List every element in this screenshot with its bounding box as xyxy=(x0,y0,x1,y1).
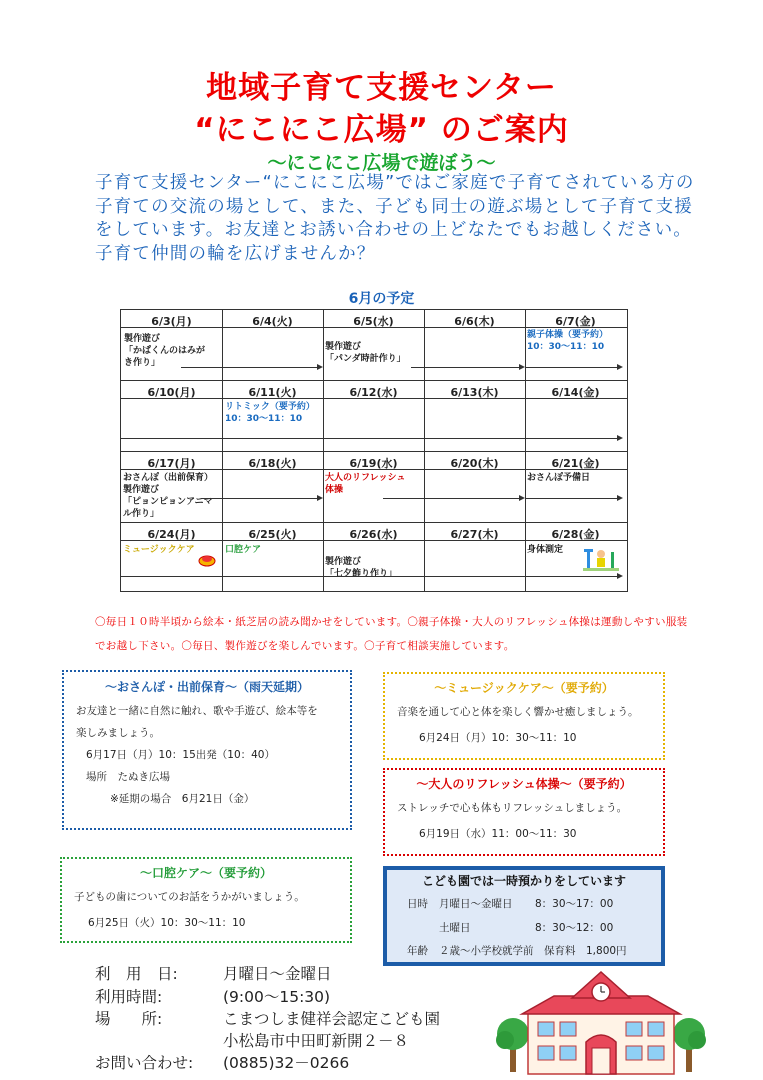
oral-box-text: 子どもの歯についてのお話をうかがいましょう。 xyxy=(74,891,305,903)
care-saturday: 土曜日 xyxy=(439,922,471,934)
oral-box-date: 6月25日（火）10：30～11：10 xyxy=(88,917,246,929)
event-oral-care: 口腔ケア xyxy=(225,545,262,555)
day-header: 6/7(金) xyxy=(555,315,596,328)
hours-label: 利用時間: xyxy=(95,988,163,1006)
day-header: 6/17(月) xyxy=(147,457,196,470)
care-age-fee: ２歳～小学校就学前 保育料 1,800円 xyxy=(439,945,627,957)
duration-arrow xyxy=(121,438,621,439)
music-box-title: ～ミュージックケア～（要予約） xyxy=(434,681,614,695)
notes-text: 〇毎日１０時半頃から絵本・紙芝居の読み聞かせをしています。〇親子体操・大人のリフレッシュ体操は運動しやすい服装でお越し下さい。〇毎日、製作遊びを楽しんでいます。〇子育て相談実施しています。 xyxy=(95,616,688,652)
music-care-icon xyxy=(197,553,217,567)
day-header: 6/11(火) xyxy=(248,386,297,399)
day-header: 6/25(火) xyxy=(248,528,297,541)
day-header: 6/26(水) xyxy=(349,528,398,541)
page-title-line2: “にこにこ広場” のご案内 xyxy=(194,112,569,148)
day-header: 6/13(木) xyxy=(450,386,499,399)
event-walk-crafting: おさんぽ（出前保育） 製作遊び 「ピョンピョンアニマ ル作り」 xyxy=(123,473,214,519)
duration-arrow xyxy=(181,367,321,368)
care-title: こども園では一時預かりをしています xyxy=(421,874,626,888)
event-body-measure: 身体測定 xyxy=(527,545,564,555)
event-crafting: 製作遊び 「七夕飾り作り」 xyxy=(325,557,398,579)
walk-box-title: ～おさんぽ・出前保育～（雨天延期） xyxy=(104,680,309,694)
music-box-date: 6月24日（月）10：30～11：10 xyxy=(419,732,577,744)
music-box-text: 音楽を通して心と体を楽しく響かせ癒しましょう。 xyxy=(397,706,639,718)
days-label: 利 用 日: xyxy=(95,965,178,983)
walk-box-postpone: ※延期の場合 6月21日（金） xyxy=(110,793,255,805)
day-header: 6/24(月) xyxy=(147,528,196,541)
refresh-box-title: ～大人のリフレッシュ体操～（要予約） xyxy=(416,777,632,791)
adult-refresh-box xyxy=(383,768,665,856)
care-saturday-time: 8：30～12：00 xyxy=(535,922,614,934)
day-header: 6/4(火) xyxy=(252,315,293,328)
walk-box-text: 楽しみましょう。 xyxy=(76,727,160,739)
hours-value: (9:00～15:30) xyxy=(223,988,331,1006)
address-value: 小松島市中田町新開２－８ xyxy=(223,1032,410,1050)
event-crafting: 製作遊び 「パンダ時計作り」 xyxy=(325,342,406,364)
day-header: 6/19(水) xyxy=(349,457,398,470)
body-measure-icon xyxy=(583,546,619,572)
place-label: 場 所: xyxy=(95,1010,163,1028)
oral-box-title: ～口腔ケア～（要予約） xyxy=(139,866,272,880)
walk-box-place: 場所 たぬき広場 xyxy=(86,771,170,783)
care-age-label: 年齢 xyxy=(407,945,428,957)
contact-label: お問い合わせ: xyxy=(95,1054,194,1072)
day-header: 6/14(金) xyxy=(551,386,600,399)
event-crafting: 製作遊び 「かぱくんのはみが き作り」 xyxy=(124,334,206,368)
care-time-label: 日時 xyxy=(407,898,428,910)
walk-box-text: お友達と一緒に自然に触れ、歌や手遊び、絵本等を xyxy=(76,705,318,717)
music-care-box xyxy=(383,672,665,760)
oral-care-box xyxy=(60,857,352,943)
day-header: 6/5(水) xyxy=(353,315,394,328)
day-header: 6/10(月) xyxy=(147,386,196,399)
page-title-line1: 地域子育て支援センター xyxy=(206,70,557,106)
day-header: 6/27(木) xyxy=(450,528,499,541)
temporary-care-box xyxy=(383,866,665,966)
event-adult-refresh: 大人のリフレッシュ 体操 xyxy=(325,473,406,495)
day-header: 6/21(金) xyxy=(551,457,600,470)
day-header: 6/6(木) xyxy=(454,315,495,328)
contact-value: (0885)32－0266 xyxy=(223,1054,350,1072)
duration-arrow xyxy=(411,367,523,368)
intro-text: 子育て支援センター“にこにこ広場”ではご家庭で子育てされている方の子育ての交流の場として、また、子ども同士の遊ぶ場として子育て支援をしています。お友達とお誘い合わせの上どなたでもお越しください。子育て仲間の輪を広げませんか？ xyxy=(95,173,695,264)
schedule-calendar xyxy=(120,309,628,592)
event-rhythmic: リトミック（要予約） 10：30～11：10 xyxy=(225,402,315,424)
duration-arrow xyxy=(525,498,621,499)
care-weekday-time: 8：30～17：00 xyxy=(535,898,614,910)
refresh-box-text: ストレッチで心も体もリフレッシュしましょう。 xyxy=(397,802,628,814)
day-header: 6/28(金) xyxy=(551,528,600,541)
duration-arrow xyxy=(383,498,523,499)
duration-arrow xyxy=(121,576,621,577)
school-building-illustration xyxy=(492,968,710,1076)
day-header: 6/12(水) xyxy=(349,386,398,399)
event-music-care: ミュージックケア xyxy=(123,545,195,555)
walk-outreach-box xyxy=(62,670,352,830)
duration-arrow xyxy=(525,367,621,368)
duration-arrow xyxy=(201,498,321,499)
place-value: こまつしま健祥会認定こども園 xyxy=(223,1010,441,1028)
event-walk-reserve: おさんぽ予備日 xyxy=(527,473,591,483)
page-subtitle: ～にこにこ広場で遊ぼう～ xyxy=(267,152,496,174)
event-parent-exercise: 親子体操（要予約） 10：30～11：10 xyxy=(527,330,609,352)
schedule-title: 6月の予定 xyxy=(348,291,415,307)
day-header: 6/20(木) xyxy=(450,457,499,470)
day-header: 6/3(月) xyxy=(151,315,192,328)
refresh-box-date: 6月19日（水）11：00～11：30 xyxy=(419,828,577,840)
care-weekdays: 月曜日～金曜日 xyxy=(439,898,513,910)
walk-box-date: 6月17日（月）10：15出発（10：40） xyxy=(86,749,275,761)
days-value: 月曜日～金曜日 xyxy=(223,965,332,983)
day-header: 6/18(火) xyxy=(248,457,297,470)
